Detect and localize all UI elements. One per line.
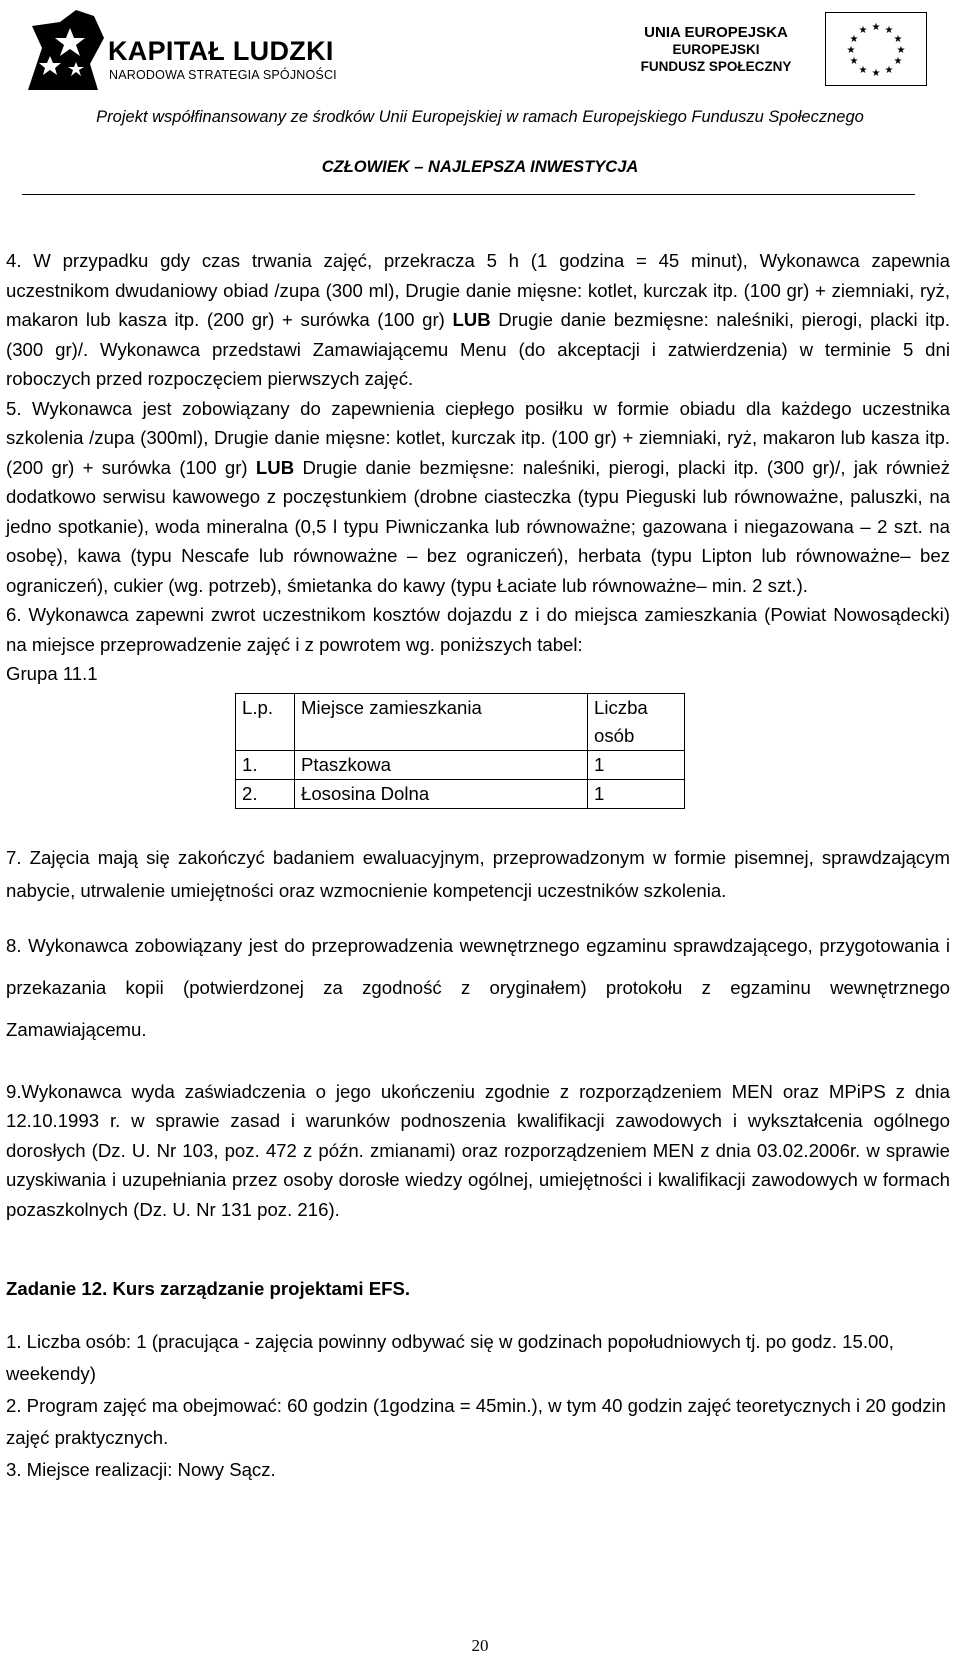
kapital-ludzki-subtitle: NARODOWA STRATEGIA SPÓJNOŚCI [109, 68, 337, 82]
table-cell: 1 [588, 779, 685, 808]
svg-text:★: ★ [884, 25, 894, 36]
svg-text:★: ★ [871, 68, 881, 79]
kapital-ludzki-title: KAPITAŁ LUDZKI [108, 36, 334, 66]
motto-line: CZŁOWIEK – NAJLEPSZA INWESTYCJA [321, 158, 639, 176]
paragraph-6: 6. Wykonawca zapewni zwrot uczestnikom kosztów dojazdu z i do miejsca zamieszkania (Powiat Nowosądecki) na miejsce przeprowadzenie zajęć i z powrotem wg. poniższych tabel: [6, 604, 950, 655]
page-number: 20 [471, 1636, 489, 1655]
kapital-ludzki-logo [20, 8, 350, 98]
eu-fund-label [626, 24, 806, 75]
kapital-ludzki-emblem-icon [20, 8, 106, 92]
eu-flag-icon [825, 12, 927, 86]
paragraph-4-lub: LUB [452, 309, 491, 330]
paragraph-9: 9.Wykonawca wyda zaświadczenia o jego ukończeniu zgodnie z rozporządzeniem MEN oraz MPiPS z dnia 12.10.1993 r. w sprawie zasad i warunków podnoszenia kwalifikacji zawodowych i wykształcenia ogólnego dorosłych (Dz. U. Nr 103, poz. 472 z późn. zmianami) oraz rozporządzeniem MEN z dnia 03.02.2006r. w sprawie uzyskiwania i uzupełniania przez osoby dorosłe wiedzy ogólnej, umiejętności i kwalifikacji zawodowych w formach pozaszkolnych (Dz. U. Nr 131 poz. 216). [6, 1080, 950, 1220]
task-12-item-3: 3. Miejsce realizacji: Nowy Sącz. [6, 1458, 276, 1480]
paragraph-4-text-b: Drugie danie bezmięsne: naleśniki, pierogi, placki itp. (300 gr)/. Wykonawca przedstawi Zamawiającemu Menu (do akceptacji i zatwierdzenia) w terminie 5 dni roboczych przed rozpoczęciem pierwszych zajęć. [6, 309, 950, 389]
paragraph-5-text-b: Drugie danie bezmięsne: naleśniki, pierogi, placki itp. (300 gr)/, jak również dodatkowo serwisu kawowego z poczęstunkiem (drobne ciasteczka (typu Pieguski lub równoważne, paluszki, na jedno spotkanie), woda mineralna (0,5 l typu Piwniczanka lub równoważne; gazowana i niegazowana – 2 szt. na osobę), kawa (typu Nescafe lub równoważne – bez ograniczeń), herbata (typu Lipton lub równoważne– bez ograniczeń), cukier (wg. potrzeb), śmietanka do kawy (typu Łaciate lub równoważne– min. 2 szt.). [6, 456, 950, 596]
table-header-cell: Liczba osób [588, 693, 685, 750]
svg-text:★: ★ [896, 45, 906, 56]
table-row [236, 779, 685, 808]
eu-label-line1: UNIA EUROPEJSKA [644, 24, 788, 41]
table-row [236, 750, 685, 779]
paragraph-4-text-a: 4. W przypadku gdy czas trwania zajęć, przekracza 5 h (1 godzina = 45 minut), Wykonawca zapewnia uczestnikom dwudaniowy obiad /zupa (300 ml), Drugie danie mięsne: kotlet, kurczak itp. (100 gr) + ziemniaki, ryż, makaron lub kasza itp. (200 gr) + surówka (100 gr) [6, 250, 950, 330]
table-cell: Ptaszkowa [295, 750, 588, 779]
table-header-row [236, 693, 685, 750]
paragraph-5 [6, 394, 950, 601]
table-cell: 1 [588, 750, 685, 779]
svg-text:★: ★ [884, 65, 894, 76]
eu-label-line3: FUNDUSZ SPOŁECZNY [640, 59, 792, 74]
table-header-cell: Miejsce zamieszkania [295, 693, 588, 750]
group-label: Grupa 11.1 [6, 663, 98, 684]
document-body [6, 246, 950, 1486]
svg-text:★: ★ [893, 56, 903, 67]
svg-text:★: ★ [846, 45, 856, 56]
task-12-item-2: 2. Program zajęć ma obejmować: 60 godzin (1godzina = 45min.), w tym 40 godzin zajęć teoretycznych i 20 godzin zajęć praktycznych. [6, 1394, 946, 1448]
table-header-cell: L.p. [236, 693, 295, 750]
svg-text:★: ★ [858, 25, 868, 36]
header-divider [22, 194, 915, 195]
svg-text:★: ★ [871, 22, 881, 33]
task-12-title: Zadanie 12. Kurs zarządzanie projektami EFS. [6, 1278, 411, 1299]
table-cell: Łososina Dolna [295, 779, 588, 808]
paragraph-7: 7. Zajęcia mają się zakończyć badaniem ewaluacyjnym, przeprowadzonym w formie pisemnej, sprawdzającym nabycie, utrwalenie umiejętności oraz wzmocnienie kompetencji uczestników szkolenia. [6, 846, 950, 901]
paragraph-5-lub: LUB [255, 456, 295, 478]
paragraph-5-text-a: 5. Wykonawca jest zobowiązany do zapewnienia ciepłego posiłku w formie obiadu dla każdego uczestnika szkolenia /zupa (300ml), Drugie danie mięsne: kotlet, kurczak itp. (100 gr) + ziemniaki, ryż, makaron lub kasza itp. (200 gr) + surówka (100 gr) [6, 397, 950, 478]
eu-label-line2: EUROPEJSKI [672, 42, 760, 57]
table-cell: 1. [236, 750, 295, 779]
table-cell: 2. [236, 779, 295, 808]
paragraph-4 [6, 246, 950, 394]
task-12-item-1: 1. Liczba osób: 1 (pracująca - zajęcia powinny odbywać się w godzinach popołudniowych tj. po godz. 15.00, weekendy) [6, 1330, 894, 1384]
svg-text:★: ★ [893, 34, 903, 45]
svg-text:★: ★ [849, 34, 859, 45]
svg-text:★: ★ [858, 65, 868, 76]
svg-text:★: ★ [849, 56, 859, 67]
paragraph-8: 8. Wykonawca zobowiązany jest do przeprowadzenia wewnętrznego egzaminu sprawdzającego, przygotowania i przekazania kopii (potwierdzonej za zgodność z oryginałem) protokołu z egzaminu wewnętrznego Zamawiającemu. [6, 934, 950, 1040]
project-cofinancing-line: Projekt współfinansowany ze środków Unii Europejskiej w ramach Europejskiego Funduszu Społecznego [96, 108, 864, 126]
residence-table [235, 693, 685, 809]
